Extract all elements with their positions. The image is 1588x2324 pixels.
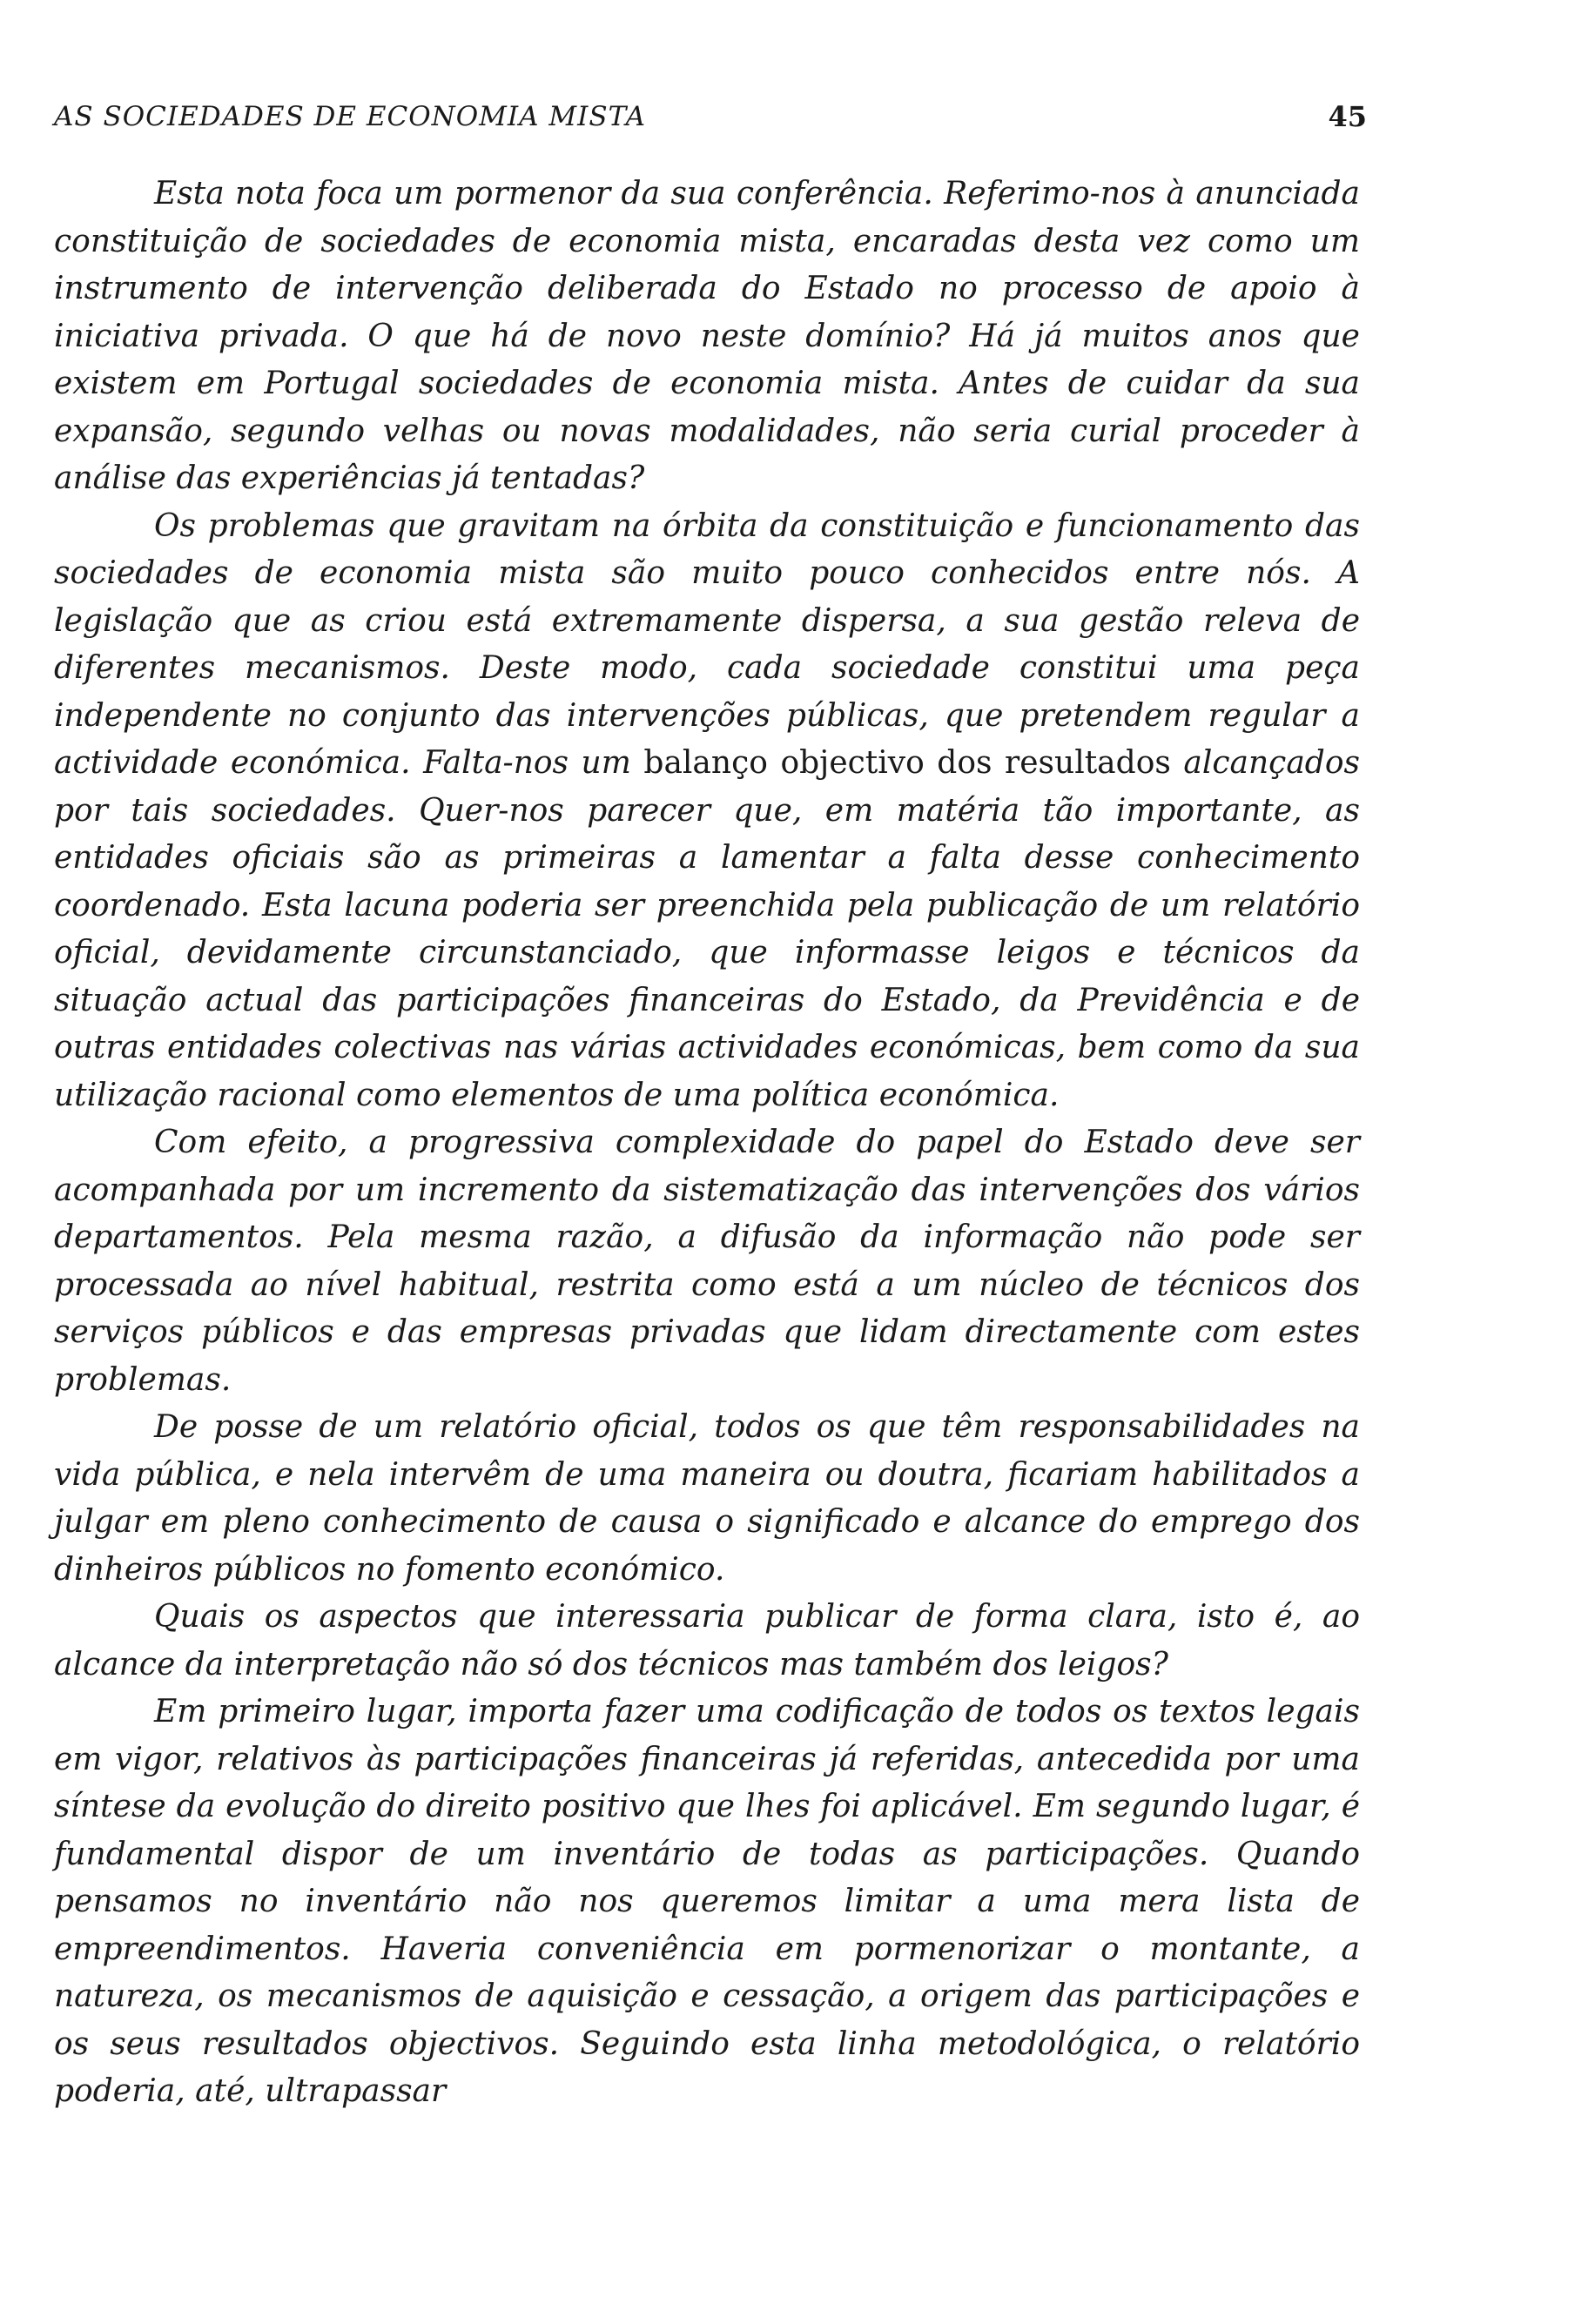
paragraph-6: Em primeiro lugar, importa fazer uma codificação de todos os textos legais em vigor, relativos às participações financeiras já referidas, antecedida por uma síntese da evolução do direito positivo que lhes foi aplicável. Em segundo lugar, é fundamental dispor de um inventário de todas as participações. Quando pensamos no inventário não nos queremos limitar a uma mera lista de empreendimentos. Haveria conveniência em pormenorizar o montante, a natureza, os mecanismos de aquisição e cessação, a origem das participações e os seus resultados objectivos. Seguindo esta linha metodológica, o relatório poderia, até, ultrapassar (54, 1694, 1360, 2109)
page-number: 45 (1328, 100, 1367, 133)
paragraph-2 (54, 503, 1360, 1120)
body-text (54, 171, 1360, 2242)
paragraph-4: De posse de um relatório oficial, todos os que têm responsabilidades na vida pública, e nela intervêm de uma maneira ou doutra, ficariam habilitados a julgar em pleno conhecimento de causa o significado e alcance do emprego dos dinheiros públicos no fomento económico. (54, 1409, 1360, 1588)
paragraph-2-upright-phrase: balanço objectivo dos resultados (643, 745, 1171, 781)
paragraph-2-part-a: Os problemas que gravitam na órbita da constituição e funcionamento das sociedades de economia mista são muito pouco conhecidos entre nós. A legislação que as criou está extremamente dispersa, a sua gestão releva de diferentes mecanismos. Deste modo, cada sociedade constitui uma peça independente no conjunto das intervenções públicas, que pretendem regular a actividade económica. Falta-nos um (54, 507, 1360, 781)
paragraph-1: Esta nota foca um pormenor da sua conferência. Referimo-nos à anunciada constituição de sociedades de economia mista, encaradas desta vez como um instrumento de intervenção deliberada do Estado no processo de apoio à iniciativa privada. O que há de novo neste domínio? Há já muitos anos que existem em Portugal sociedades de economia mista. Antes de cuidar da sua expansão, segundo velhas ou novas modalidades, não seria curial proceder à análise das experiências já tentadas? (54, 176, 1360, 496)
paragraph-2-part-c: alcançados por tais sociedades. Quer-nos parecer que, em matéria tão importante, as entidades oficiais são as primeiras a lamentar a falta desse conhecimento coordenado. Esta lacuna poderia ser preenchida pela publicação de um relatório oficial, devidamente circunstanciado, que informasse leigos e técnicos da situação actual das participações financeiras do Estado, da Previdência e de outras entidades colectivas nas várias actividades económicas, bem como da sua utilização racional como elementos de uma política económica. (54, 745, 1360, 1113)
paragraph-5: Quais os aspectos que interessaria publicar de forma clara, isto é, ao alcance da interpretação não só dos técnicos mas também dos leigos? (54, 1599, 1360, 1683)
paragraph-3: Com efeito, a progressiva complexidade do papel do Estado deve ser acompanhada por um incremento da sistematização das intervenções dos vários departamentos. Pela mesma razão, a difusão da informação não pode ser processada ao nível habitual, restrita como está a um núcleo de técnicos dos serviços públicos e das empresas privadas que lidam directamente com estes problemas. (54, 1125, 1360, 1398)
running-header: AS SOCIEDADES DE ECONOMIA MISTA (54, 101, 647, 132)
